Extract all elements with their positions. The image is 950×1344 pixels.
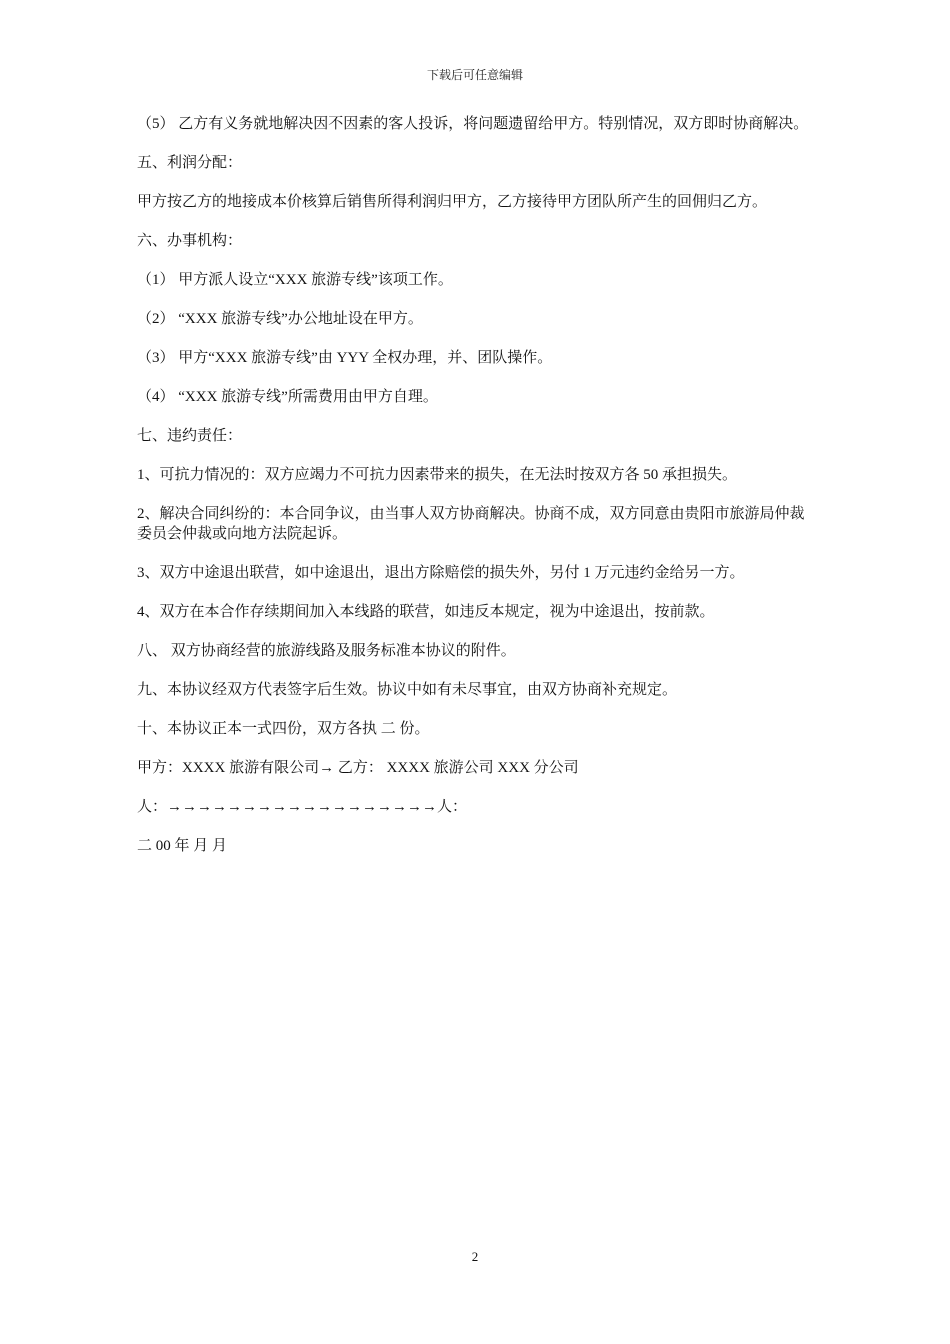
section-ten: 十、本协议正本一式四份，双方各执 二 份。 (137, 721, 430, 737)
section-eight: 八、 双方协商经营的旅游线路及服务标准本协议的附件。 (137, 643, 516, 659)
profit-clause: 甲方按乙方的地接成本价核算后销售所得利润归甲方，乙方接待甲方团队所产生的回佣归乙方。 (137, 194, 768, 210)
liability-clause-1: 1、可抗力情况的：双方应竭力不可抗力因素带来的损失，在无法时按双方各 50 承担损失。 (137, 467, 738, 483)
section-heading-profit: 五、利润分配： (137, 155, 243, 171)
liability-clause-3: 3、双方中途退出联营，如中途退出，退出方除赔偿的损失外，另付 1 万元违约金给另一方。 (137, 565, 745, 581)
signatory-parties: 甲方：XXXX 旅游有限公司→ 乙方： XXXX 旅游公司 XXX 分公司 (137, 760, 579, 776)
office-clause-4: （4） “XXX 旅游专线”所需费用由甲方自理。 (137, 389, 438, 405)
document-body (137, 114, 817, 875)
page-header: 下载后可任意编辑 (426, 68, 523, 82)
office-clause-3: （3） 甲方“XXX 旅游专线”由 YYY 全权办理，并、团队操作。 (137, 350, 553, 366)
office-clause-1: （1） 甲方派人设立“XXX 旅游专线”该项工作。 (137, 272, 453, 288)
liability-clause-4: 4、双方在本合作存续期间加入本线路的联营，如违反本规定，视为中途退出，按前款。 (137, 604, 715, 620)
clause-4-5: （5） 乙方有义务就地解决因不因素的客人投诉，将问题遗留给甲方。特别情况，双方即时协商解决。 (137, 116, 809, 132)
office-clause-2: （2） “XXX 旅游专线”办公地址设在甲方。 (137, 311, 423, 327)
section-heading-liability: 七、违约责任： (137, 428, 243, 444)
section-nine: 九、本协议经双方代表签字后生效。协议中如有未尽事宜，由双方协商补充规定。 (137, 682, 678, 698)
section-heading-office: 六、办事机构： (137, 233, 243, 249)
page-number: 2 (471, 1249, 479, 1264)
signatory-representatives: 人：→→→→→→→→→→→→→→→→→→人： (137, 799, 468, 815)
signature-date: 二 00 年 月 月 (137, 838, 228, 854)
liability-clause-2: 2、解决合同纠纷的：本合同争议，由当事人双方协商解决。协商不成，双方同意由贵阳市旅游局仲裁委员会仲裁或向地方法院起诉。 (137, 506, 805, 542)
